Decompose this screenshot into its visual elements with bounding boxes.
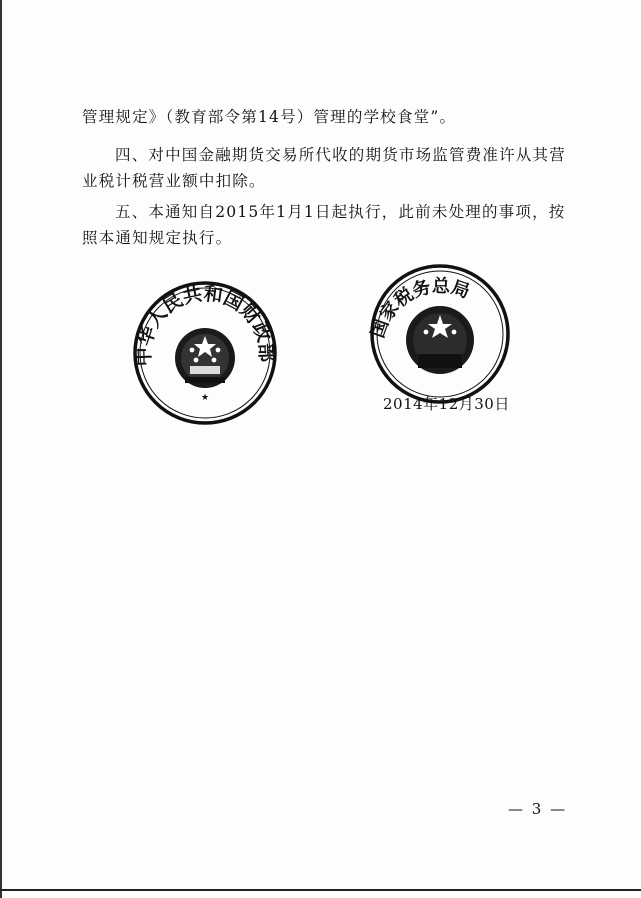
paragraph-item-four: 四、对中国金融期货交易所代收的期货市场监管费准许从其营业税计税营业额中扣除。 [82,146,566,190]
state-taxation-seal [360,262,520,412]
paragraph-item-five: 五、本通知自2015年1月1日起执行，此前未处理的事项，按照本通知规定执行。 [82,203,566,247]
page-number: — 3 — [508,800,568,818]
scan-edge [0,0,2,898]
scan-bottom-border [0,889,641,891]
ministry-of-finance-seal [130,278,280,428]
seal-left-text: 中华人民共和国财政部 [132,282,278,367]
seal-right-text: 国家税务总局 [367,275,473,341]
svg-text:★: ★ [200,393,210,403]
paragraph-continuation: 管理规定》（教育部令第14号）管理的学校食堂”。 [82,108,457,126]
issue-date: 2014年12月30日 [383,395,510,413]
